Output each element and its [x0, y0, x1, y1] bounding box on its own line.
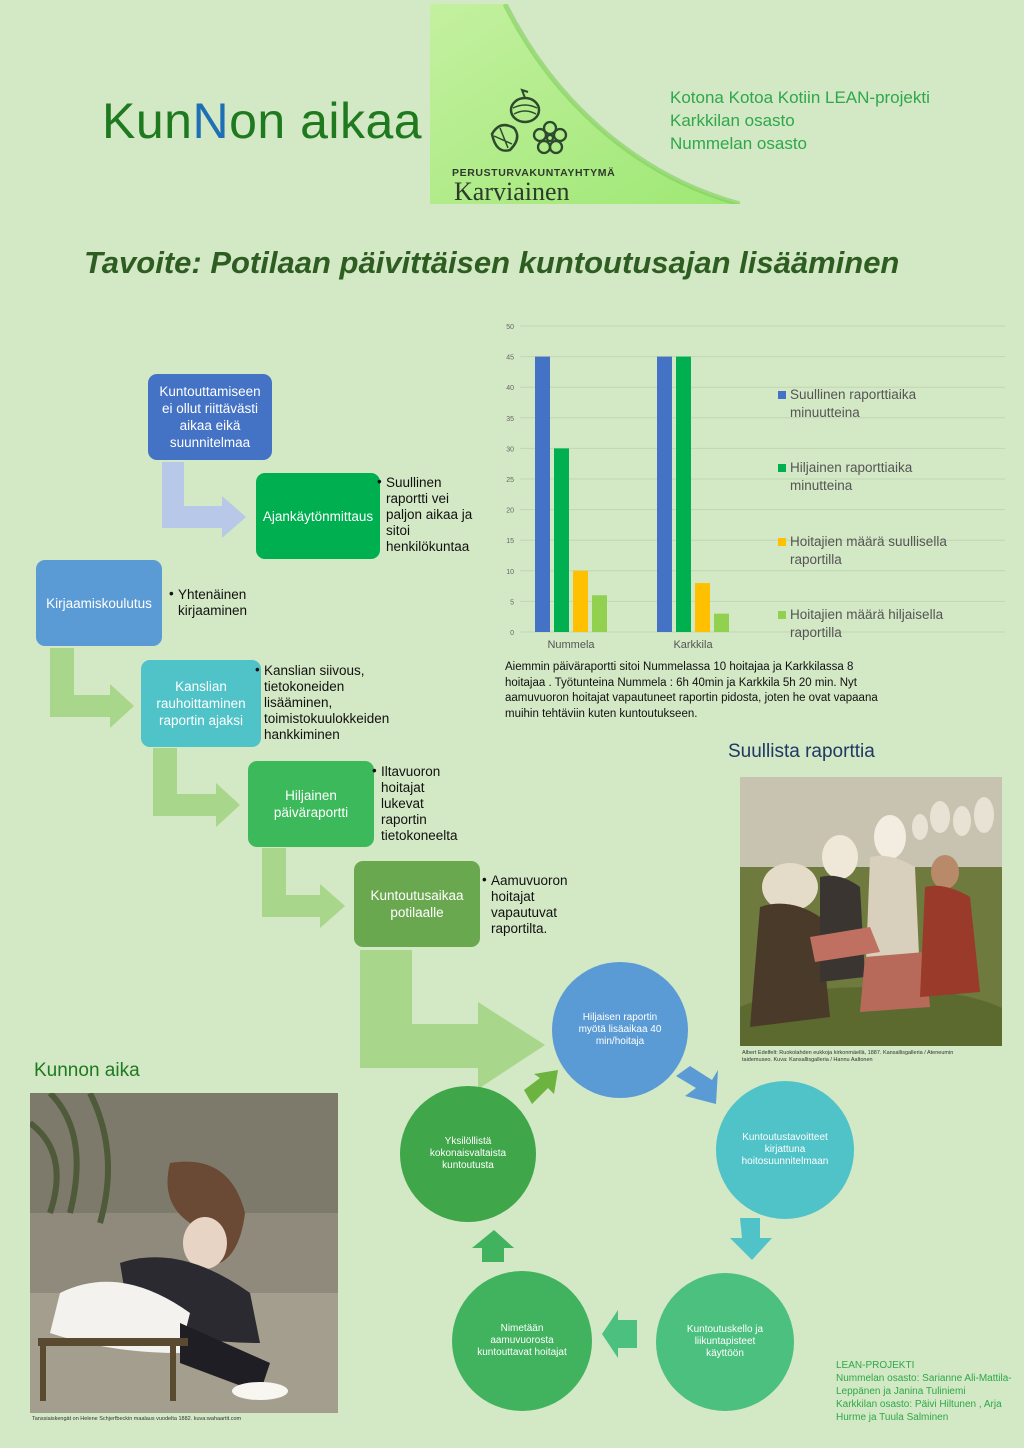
lean-nummela: Nummelan osasto: Sarianne Ali-Mattila-Leppänen ja Janina Tuliniemi: [836, 1373, 1012, 1397]
y-tick-label: 15: [506, 538, 514, 546]
y-tick-label: 40: [506, 385, 514, 393]
title-letter-n: N: [192, 93, 230, 149]
flow-arrow: [360, 950, 545, 1089]
flow-step-time-measurement: [256, 473, 380, 559]
cycle-arrow: [730, 1218, 772, 1260]
bullet: •: [255, 662, 260, 677]
legend-label: Hoitajien määrä suullisella raportilla: [790, 534, 947, 567]
cycle-step-text: Hiljaisen raportin myötä lisäaikaa 40 min/hoitaja: [578, 1012, 662, 1047]
x-tick-label: Nummela: [547, 639, 595, 651]
flow-note-text: Yhtenäinen kirjaaminen: [178, 587, 248, 618]
y-tick-label: 45: [506, 354, 514, 362]
flow-step-label: Hiljainen päiväraportti: [273, 788, 349, 820]
y-tick-label: 30: [506, 446, 514, 454]
legend-swatch: [778, 464, 786, 472]
bar: [676, 357, 691, 632]
flow-step-label: Ajankäytönmittaus: [262, 508, 374, 524]
legend-swatch: [778, 538, 786, 546]
flow-step-label: Kirjaamiskoulutus: [46, 595, 152, 611]
flow-step-label: Kuntoutusaikaa potilaalle: [370, 888, 464, 920]
legend-item: [778, 386, 978, 422]
project-line: Nummelan osasto: [670, 134, 808, 153]
y-tick-label: 35: [506, 415, 514, 423]
cycle-arrow: [472, 1230, 514, 1262]
flow-arrow: [50, 648, 134, 728]
y-tick-label: 10: [506, 568, 514, 576]
bar: [573, 571, 588, 632]
flow-note-text: Aamuvuoron hoitajat vapautuvat raportilta.: [491, 873, 568, 936]
bullet: •: [377, 474, 382, 489]
y-tick-label: 25: [506, 477, 514, 484]
flow-arrow: [153, 748, 240, 827]
cycle-arrow: [602, 1310, 637, 1358]
flow-arrow: [162, 462, 246, 538]
legend-item: [778, 459, 978, 495]
y-tick-label: 0: [510, 630, 514, 637]
x-tick-label: Karkkila: [673, 639, 713, 651]
bullet: •: [169, 586, 174, 601]
cycle-step-text: Nimetään aamuvuorosta kuntouttavat hoitajat: [477, 1323, 567, 1358]
bar: [554, 448, 569, 632]
cycle-arrow: [676, 1066, 718, 1104]
project-line: Karkkilan osasto: [670, 111, 795, 130]
flow-step-office-calming: [141, 660, 261, 747]
painting-credit-schjerfbeck: Tanssiaiskengät on Helene Schjerfbeckin maalaus vuodelta 1882. kuva:wahaartit.com: [32, 1416, 242, 1422]
painting-credit-edelfelt: Albert Edelfelt: Ruokolahden eukkoja kirkonmäellä, 1887. Kansallisgalleria / Ateneumin taidemuseo. Kuva: Kansallisgalleria / Hannu Aaltonen: [742, 1050, 954, 1063]
logo-line1: PERUSTURVAKUNTAYHTYMÄ: [452, 167, 616, 179]
cycle-step-text: Yksilöllistä kokonaisvaltaista kuntoutusta: [429, 1136, 507, 1171]
flow-note: [372, 763, 471, 844]
legend-swatch: [778, 391, 786, 399]
suullista-heading: Suullista raporttia: [728, 741, 875, 762]
flow-note: [482, 872, 579, 937]
bullet: •: [482, 872, 487, 887]
bar: [714, 614, 729, 632]
legend-label: Hoitajien määrä hiljaisella raportilla: [790, 607, 944, 640]
flow-note: [255, 662, 390, 743]
bar: [535, 357, 550, 632]
title-part-on-aikaa: on aikaa: [229, 93, 423, 149]
y-tick-label: 5: [510, 599, 514, 607]
flow-note-text: Iltavuoron hoitajat lukevat raportin tietokoneelta: [381, 764, 458, 843]
legend-item: [778, 533, 978, 569]
flow-step-label: Kanslian rauhoittaminen raportin ajaksi: [156, 679, 246, 728]
legend-swatch: [778, 611, 786, 619]
flow-note-text: Suullinen raportti vei paljon aikaa ja sitoi henkilökuntaa: [386, 475, 473, 554]
chart-description: Aiemmin päiväraportti sitoi Nummelassa 10 hoitajaa ja Karkkilassa 8 hoitajaa . Työtunteina Nummela : 6h 40min ja Karkkila 5h 20 min. Nyt aamuvuoron hoitajat vapautuneet raportin pidosta, joten he ovat vapaana muihin tehtäviin kuten kuntoutukseen.: [505, 661, 878, 720]
cycle-step-goals-documented: [716, 1081, 854, 1219]
flow-step-rehab-time: [354, 861, 480, 947]
y-tick-label: 20: [506, 507, 514, 515]
flow-note: [377, 474, 482, 555]
flow-step-silent-report: [248, 761, 374, 847]
cycle-arrow: [524, 1070, 558, 1104]
cycle-step-individual-rehab: [400, 1086, 536, 1222]
y-tick-label: 50: [506, 324, 514, 331]
flow-note-text: Kanslian siivous, tietokoneiden lisääminen, toimistokuulokkeiden hankkiminen: [264, 663, 390, 742]
flow-step-label: Kuntouttamiseen ei ollut riittävästi aikaa eikä suunnitelmaa: [159, 384, 261, 450]
kunnon-aika-heading: Kunnon aika: [34, 1060, 140, 1081]
cycle-step-extra-time: [552, 962, 688, 1098]
cycle-step-rehab-clock: [656, 1273, 794, 1411]
legend-label: Hiljainen raporttiaika minutteina: [790, 460, 913, 493]
project-line: Kotona Kotoa Kotiin LEAN-projekti: [670, 88, 930, 107]
flow-arrow: [262, 848, 345, 928]
flow-step-problem: [148, 374, 272, 460]
legend-label: Suullinen raporttiaika minuutteina: [790, 387, 917, 420]
bar: [695, 583, 710, 632]
bar: [657, 357, 672, 632]
cycle-step-named-nurses: [452, 1271, 592, 1411]
cycle-step-text: Kuntoutustavoitteet kirjattuna hoitosuunnitelmaan: [741, 1132, 829, 1167]
logo-line2: Karviainen: [454, 177, 570, 204]
painting-dancing-shoes: [30, 1093, 338, 1413]
bullet: •: [372, 763, 377, 778]
lean-project-credits: [836, 1359, 1016, 1424]
painting-women-at-church: [740, 777, 1002, 1046]
bar: [592, 595, 607, 632]
legend-item: [778, 606, 978, 642]
lean-karkkila: Karkkilan osasto: Päivi Hiltunen , Arja Hurme ja Tuula Salminen: [836, 1399, 1002, 1423]
lean-title: LEAN-PROJEKTI: [836, 1360, 915, 1371]
goal-heading: Tavoite: Potilaan päivittäisen kuntoutusajan lisääminen: [84, 245, 900, 280]
title-part-kun: Kun: [102, 93, 193, 149]
flow-step-documentation-training: [36, 560, 162, 646]
flow-note: [169, 586, 268, 619]
cycle-step-text: Kuntoutuskello ja liikuntapisteet käyttöön: [686, 1324, 764, 1359]
